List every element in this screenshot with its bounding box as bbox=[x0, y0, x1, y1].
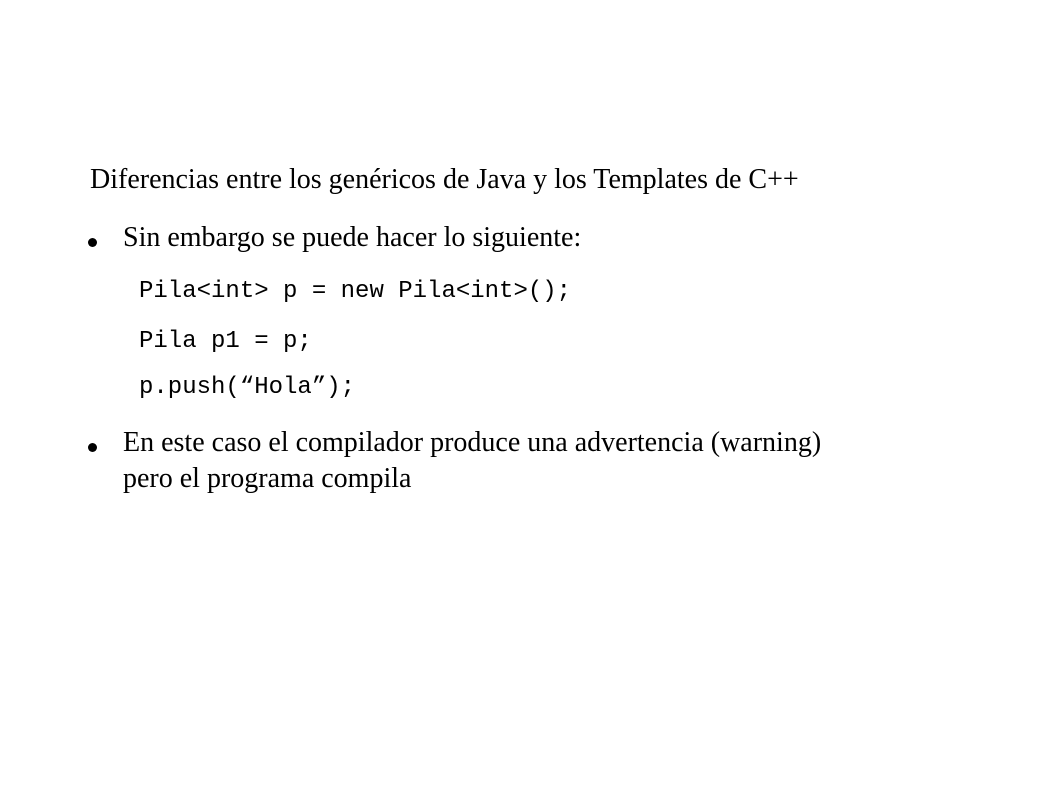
code-line: Pila<int> p = new Pila<int>(); bbox=[139, 278, 572, 305]
bullet-text bbox=[123, 425, 821, 497]
bullet-line: Sin embargo se puede hacer lo siguiente: bbox=[123, 222, 582, 253]
code-line: p.push(“Hola”); bbox=[139, 374, 356, 401]
bullet-line: En este caso el compilador produce una advertencia (warning) bbox=[123, 427, 822, 458]
bullet-text bbox=[123, 220, 581, 256]
code-line: Pila p1 = p; bbox=[139, 328, 312, 355]
slide-title: Diferencias entre los genéricos de Java y los Templates de C++ bbox=[90, 164, 799, 195]
bullet-line: pero el programa compila bbox=[123, 463, 412, 494]
bullet-dot-icon bbox=[88, 443, 97, 452]
bullet-dot-icon bbox=[88, 238, 97, 247]
